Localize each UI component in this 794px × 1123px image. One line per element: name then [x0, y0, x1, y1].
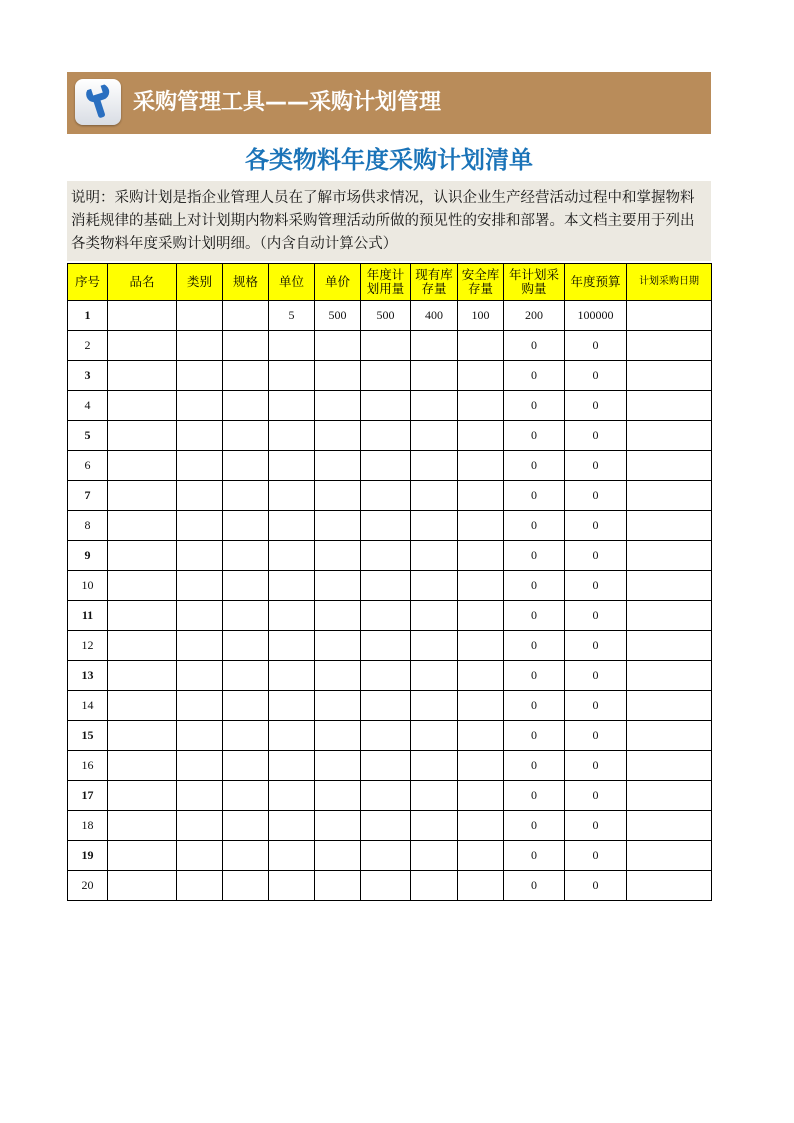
- table-cell[interactable]: [627, 661, 712, 691]
- table-cell[interactable]: 500: [361, 301, 411, 331]
- table-cell[interactable]: 13: [68, 661, 108, 691]
- table-cell[interactable]: [458, 451, 504, 481]
- table-cell[interactable]: [177, 391, 223, 421]
- table-cell[interactable]: [627, 571, 712, 601]
- table-cell[interactable]: [269, 871, 315, 901]
- table-cell[interactable]: 0: [565, 421, 627, 451]
- table-cell[interactable]: [458, 721, 504, 751]
- table-cell[interactable]: [177, 421, 223, 451]
- column-header: 年计划采购量: [504, 264, 565, 301]
- table-cell[interactable]: [269, 391, 315, 421]
- table-cell[interactable]: 0: [504, 481, 565, 511]
- table-cell[interactable]: [108, 451, 177, 481]
- table-cell[interactable]: [269, 571, 315, 601]
- table-cell[interactable]: [108, 751, 177, 781]
- table-cell[interactable]: [361, 421, 411, 451]
- table-row: [68, 331, 712, 361]
- table-row: [68, 661, 712, 691]
- table-cell[interactable]: [411, 691, 458, 721]
- table-cell[interactable]: [223, 811, 269, 841]
- table-cell[interactable]: [177, 361, 223, 391]
- table-cell[interactable]: [269, 781, 315, 811]
- table-cell[interactable]: [361, 871, 411, 901]
- table-cell[interactable]: [269, 601, 315, 631]
- table-cell[interactable]: [361, 751, 411, 781]
- table-cell[interactable]: [315, 781, 361, 811]
- table-row: [68, 721, 712, 751]
- table-cell[interactable]: [627, 451, 712, 481]
- table-cell[interactable]: [411, 541, 458, 571]
- table-cell[interactable]: [627, 631, 712, 661]
- table-row: [68, 781, 712, 811]
- table-cell[interactable]: [458, 631, 504, 661]
- table-cell[interactable]: [269, 451, 315, 481]
- table-cell[interactable]: 0: [504, 841, 565, 871]
- table-cell[interactable]: [411, 421, 458, 451]
- table-cell[interactable]: [315, 391, 361, 421]
- table-cell[interactable]: 0: [565, 481, 627, 511]
- column-header: 现有库存量: [411, 264, 458, 301]
- table-cell[interactable]: [361, 721, 411, 751]
- table-cell[interactable]: 0: [504, 601, 565, 631]
- table-cell[interactable]: [627, 601, 712, 631]
- table-cell[interactable]: [223, 721, 269, 751]
- table-cell[interactable]: [315, 751, 361, 781]
- table-cell[interactable]: 0: [504, 631, 565, 661]
- table-cell[interactable]: [223, 331, 269, 361]
- table-cell[interactable]: [411, 661, 458, 691]
- table-cell[interactable]: [411, 601, 458, 631]
- table-cell[interactable]: [361, 781, 411, 811]
- table-cell[interactable]: 0: [565, 601, 627, 631]
- table-cell[interactable]: [411, 451, 458, 481]
- table-cell[interactable]: 0: [504, 661, 565, 691]
- table-cell[interactable]: [108, 481, 177, 511]
- table-cell[interactable]: [269, 841, 315, 871]
- table-cell[interactable]: [223, 631, 269, 661]
- table-row: [68, 691, 712, 721]
- table-cell[interactable]: [223, 601, 269, 631]
- table-cell[interactable]: [627, 871, 712, 901]
- table-cell[interactable]: [627, 691, 712, 721]
- column-header: 单价: [315, 264, 361, 301]
- table-cell[interactable]: [108, 361, 177, 391]
- table-cell[interactable]: [108, 871, 177, 901]
- table-cell[interactable]: [177, 511, 223, 541]
- table-cell[interactable]: [458, 751, 504, 781]
- table-cell[interactable]: 1: [68, 301, 108, 331]
- table-cell[interactable]: [269, 481, 315, 511]
- table-cell[interactable]: 0: [504, 541, 565, 571]
- table-cell[interactable]: [223, 391, 269, 421]
- table-header-row: [68, 264, 712, 301]
- table-cell[interactable]: [627, 841, 712, 871]
- table-cell[interactable]: [315, 841, 361, 871]
- table-cell[interactable]: [269, 661, 315, 691]
- table-cell[interactable]: [627, 391, 712, 421]
- table-cell[interactable]: [411, 811, 458, 841]
- table-cell[interactable]: [411, 841, 458, 871]
- table-cell[interactable]: 3: [68, 361, 108, 391]
- table-cell[interactable]: [108, 421, 177, 451]
- table-cell[interactable]: 0: [504, 511, 565, 541]
- table-cell[interactable]: [411, 721, 458, 751]
- table-row: [68, 541, 712, 571]
- column-header: 年度计划用量: [361, 264, 411, 301]
- table-cell[interactable]: [411, 781, 458, 811]
- table-cell[interactable]: [411, 331, 458, 361]
- table-cell[interactable]: [361, 811, 411, 841]
- table-row: [68, 871, 712, 901]
- table-row: [68, 361, 712, 391]
- table-row: [68, 751, 712, 781]
- table-cell[interactable]: [411, 571, 458, 601]
- table-cell[interactable]: [223, 541, 269, 571]
- table-cell[interactable]: [269, 541, 315, 571]
- table-cell[interactable]: [223, 421, 269, 451]
- table-cell[interactable]: [223, 301, 269, 331]
- description-text: 说明：采购计划是指企业管理人员在了解市场供求情况，认识企业生产经营活动过程中和掌握物料消耗规律的基础上对计划期内物料采购管理活动所做的预见性的安排和部署。本文档主要用于列出各类物料年度采购计划明细。（内含自动计算公式）: [67, 181, 711, 261]
- table-row: [68, 811, 712, 841]
- table-cell[interactable]: [315, 421, 361, 451]
- table-cell[interactable]: [411, 751, 458, 781]
- table-cell[interactable]: [177, 811, 223, 841]
- table-cell[interactable]: 20: [68, 871, 108, 901]
- table-cell[interactable]: 16: [68, 751, 108, 781]
- table-cell[interactable]: [177, 541, 223, 571]
- table-cell[interactable]: 100: [458, 301, 504, 331]
- table-cell[interactable]: 0: [565, 691, 627, 721]
- table-cell[interactable]: 0: [565, 661, 627, 691]
- table-cell[interactable]: 5: [269, 301, 315, 331]
- table-cell[interactable]: [177, 661, 223, 691]
- table-cell[interactable]: [315, 811, 361, 841]
- table-cell[interactable]: [177, 841, 223, 871]
- table-cell[interactable]: [269, 331, 315, 361]
- table-cell[interactable]: 9: [68, 541, 108, 571]
- table-cell[interactable]: [269, 691, 315, 721]
- table-cell[interactable]: 0: [565, 781, 627, 811]
- table-cell[interactable]: [411, 511, 458, 541]
- table-cell[interactable]: [411, 391, 458, 421]
- column-header: 品名: [108, 264, 177, 301]
- table-cell[interactable]: [108, 721, 177, 751]
- table-cell[interactable]: 100000: [565, 301, 627, 331]
- table-cell[interactable]: [315, 511, 361, 541]
- table-cell[interactable]: 17: [68, 781, 108, 811]
- table-cell[interactable]: [223, 481, 269, 511]
- table-cell[interactable]: 18: [68, 811, 108, 841]
- column-header: 年度预算: [565, 264, 627, 301]
- table-cell[interactable]: 0: [565, 391, 627, 421]
- table-cell[interactable]: [108, 391, 177, 421]
- table-cell[interactable]: [361, 361, 411, 391]
- table-cell[interactable]: [315, 601, 361, 631]
- app-title: 采购管理工具——采购计划管理: [133, 90, 442, 115]
- table-cell[interactable]: [269, 421, 315, 451]
- table-cell[interactable]: [315, 871, 361, 901]
- table-cell[interactable]: [269, 721, 315, 751]
- table-cell[interactable]: [108, 781, 177, 811]
- table-cell[interactable]: [269, 511, 315, 541]
- table-cell[interactable]: [177, 451, 223, 481]
- table-cell[interactable]: [177, 871, 223, 901]
- table-cell[interactable]: [108, 661, 177, 691]
- table-cell[interactable]: 0: [565, 511, 627, 541]
- table-cell[interactable]: [177, 601, 223, 631]
- table-cell[interactable]: [108, 541, 177, 571]
- table-cell[interactable]: [627, 751, 712, 781]
- table-cell[interactable]: [177, 481, 223, 511]
- table-cell[interactable]: 0: [504, 421, 565, 451]
- table-cell[interactable]: 19: [68, 841, 108, 871]
- table-cell[interactable]: [269, 811, 315, 841]
- table-cell[interactable]: 0: [565, 721, 627, 751]
- table-cell[interactable]: [458, 331, 504, 361]
- table-cell[interactable]: [315, 451, 361, 481]
- table-cell[interactable]: 0: [504, 871, 565, 901]
- table-cell[interactable]: [458, 391, 504, 421]
- table-cell[interactable]: [627, 811, 712, 841]
- table-cell[interactable]: 0: [565, 361, 627, 391]
- table-cell[interactable]: [177, 751, 223, 781]
- table-cell[interactable]: [458, 511, 504, 541]
- table-cell[interactable]: [223, 751, 269, 781]
- table-cell[interactable]: [361, 511, 411, 541]
- table-cell[interactable]: [458, 661, 504, 691]
- table-cell[interactable]: [458, 781, 504, 811]
- table-cell[interactable]: [361, 691, 411, 721]
- table-cell[interactable]: [411, 631, 458, 661]
- table-cell[interactable]: [223, 661, 269, 691]
- table-cell[interactable]: [108, 631, 177, 661]
- table-cell[interactable]: [108, 301, 177, 331]
- document-title: 各类物料年度采购计划清单: [245, 146, 533, 174]
- table-cell[interactable]: [458, 421, 504, 451]
- table-cell[interactable]: [627, 331, 712, 361]
- column-header: 规格: [223, 264, 269, 301]
- table-cell[interactable]: [458, 841, 504, 871]
- table-cell[interactable]: [108, 511, 177, 541]
- table-cell[interactable]: 0: [565, 571, 627, 601]
- table-cell[interactable]: 12: [68, 631, 108, 661]
- table-row: [68, 451, 712, 481]
- table-cell[interactable]: 0: [504, 811, 565, 841]
- table-cell[interactable]: [627, 361, 712, 391]
- column-header: 单位: [269, 264, 315, 301]
- table-cell[interactable]: [177, 331, 223, 361]
- table-cell[interactable]: [177, 301, 223, 331]
- table-cell[interactable]: [315, 361, 361, 391]
- table-cell[interactable]: 4: [68, 391, 108, 421]
- table-cell[interactable]: [315, 571, 361, 601]
- table-cell[interactable]: [315, 541, 361, 571]
- table-cell[interactable]: [223, 511, 269, 541]
- purchase-plan-table: [67, 263, 712, 901]
- table-cell[interactable]: [458, 601, 504, 631]
- table-cell[interactable]: [458, 871, 504, 901]
- table-cell[interactable]: [223, 691, 269, 721]
- table-cell[interactable]: [361, 451, 411, 481]
- table-cell[interactable]: [458, 481, 504, 511]
- table-cell[interactable]: [315, 481, 361, 511]
- table-cell[interactable]: [411, 871, 458, 901]
- table-cell[interactable]: [361, 331, 411, 361]
- table-row: [68, 841, 712, 871]
- table-cell[interactable]: [177, 571, 223, 601]
- table-cell[interactable]: [458, 541, 504, 571]
- table-cell[interactable]: [361, 391, 411, 421]
- table-cell[interactable]: 8: [68, 511, 108, 541]
- table-cell[interactable]: 15: [68, 721, 108, 751]
- table-cell[interactable]: [458, 571, 504, 601]
- table-cell[interactable]: [269, 361, 315, 391]
- table-cell[interactable]: [627, 481, 712, 511]
- table-cell[interactable]: [108, 601, 177, 631]
- column-header: 安全库存量: [458, 264, 504, 301]
- table-cell[interactable]: [315, 721, 361, 751]
- table-cell[interactable]: [627, 511, 712, 541]
- table-cell[interactable]: [108, 571, 177, 601]
- table-cell[interactable]: 0: [565, 871, 627, 901]
- table-cell[interactable]: [361, 841, 411, 871]
- table-cell[interactable]: [223, 361, 269, 391]
- table-cell[interactable]: [361, 541, 411, 571]
- table-cell[interactable]: [411, 481, 458, 511]
- table-cell[interactable]: 10: [68, 571, 108, 601]
- table-cell[interactable]: 0: [565, 331, 627, 361]
- table-cell[interactable]: [223, 571, 269, 601]
- table-cell[interactable]: [411, 361, 458, 391]
- table-cell[interactable]: 500: [315, 301, 361, 331]
- table-cell[interactable]: [361, 661, 411, 691]
- table-cell[interactable]: [177, 721, 223, 751]
- table-row: [68, 301, 712, 331]
- table-cell[interactable]: 0: [504, 451, 565, 481]
- table-cell[interactable]: [177, 691, 223, 721]
- table-row: [68, 571, 712, 601]
- table-cell[interactable]: 0: [504, 571, 565, 601]
- table-cell[interactable]: [627, 721, 712, 751]
- table-cell[interactable]: 14: [68, 691, 108, 721]
- table-cell[interactable]: 0: [565, 541, 627, 571]
- table-cell[interactable]: 0: [565, 751, 627, 781]
- table-row: [68, 631, 712, 661]
- table-cell[interactable]: [458, 811, 504, 841]
- table-cell[interactable]: [315, 661, 361, 691]
- table-cell[interactable]: [361, 571, 411, 601]
- table-cell[interactable]: 0: [504, 721, 565, 751]
- table-cell[interactable]: [177, 781, 223, 811]
- table-cell[interactable]: 0: [504, 391, 565, 421]
- table-cell[interactable]: 0: [565, 631, 627, 661]
- table-cell[interactable]: 0: [565, 811, 627, 841]
- table-cell[interactable]: [223, 451, 269, 481]
- table-cell[interactable]: 5: [68, 421, 108, 451]
- table-cell[interactable]: 0: [565, 451, 627, 481]
- table-cell[interactable]: [223, 871, 269, 901]
- table-row: [68, 391, 712, 421]
- table-cell[interactable]: [177, 631, 223, 661]
- header-banner: [67, 72, 711, 134]
- table-cell[interactable]: [315, 631, 361, 661]
- table-cell[interactable]: [458, 361, 504, 391]
- table-cell[interactable]: [627, 421, 712, 451]
- table-cell[interactable]: [361, 601, 411, 631]
- table-cell[interactable]: 0: [504, 751, 565, 781]
- table-cell[interactable]: [108, 331, 177, 361]
- table-cell[interactable]: 0: [565, 841, 627, 871]
- table-cell[interactable]: 6: [68, 451, 108, 481]
- table-row: [68, 421, 712, 451]
- table-cell[interactable]: [269, 751, 315, 781]
- table-cell[interactable]: [627, 541, 712, 571]
- table-row: [68, 481, 712, 511]
- table-cell[interactable]: 0: [504, 361, 565, 391]
- column-header: 计划采购日期: [627, 264, 712, 301]
- table-cell[interactable]: [361, 481, 411, 511]
- wrench-icon: [75, 79, 121, 125]
- table-cell[interactable]: [627, 781, 712, 811]
- table-row: [68, 511, 712, 541]
- table-cell[interactable]: 200: [504, 301, 565, 331]
- table-cell[interactable]: [315, 331, 361, 361]
- table-cell[interactable]: 7: [68, 481, 108, 511]
- table-cell[interactable]: [627, 301, 712, 331]
- table-cell[interactable]: [315, 691, 361, 721]
- table-cell[interactable]: 0: [504, 781, 565, 811]
- column-header: 序号: [68, 264, 108, 301]
- table-cell[interactable]: 11: [68, 601, 108, 631]
- table-cell[interactable]: 2: [68, 331, 108, 361]
- column-header: 类别: [177, 264, 223, 301]
- table-cell[interactable]: [108, 691, 177, 721]
- table-cell[interactable]: 0: [504, 691, 565, 721]
- table-row: [68, 601, 712, 631]
- table-cell[interactable]: [108, 811, 177, 841]
- table-cell[interactable]: [108, 841, 177, 871]
- table-cell[interactable]: 400: [411, 301, 458, 331]
- table-cell[interactable]: [223, 781, 269, 811]
- table-cell[interactable]: [223, 841, 269, 871]
- table-cell[interactable]: [269, 631, 315, 661]
- table-cell[interactable]: 0: [504, 331, 565, 361]
- table-cell[interactable]: [458, 691, 504, 721]
- table-cell[interactable]: [361, 631, 411, 661]
